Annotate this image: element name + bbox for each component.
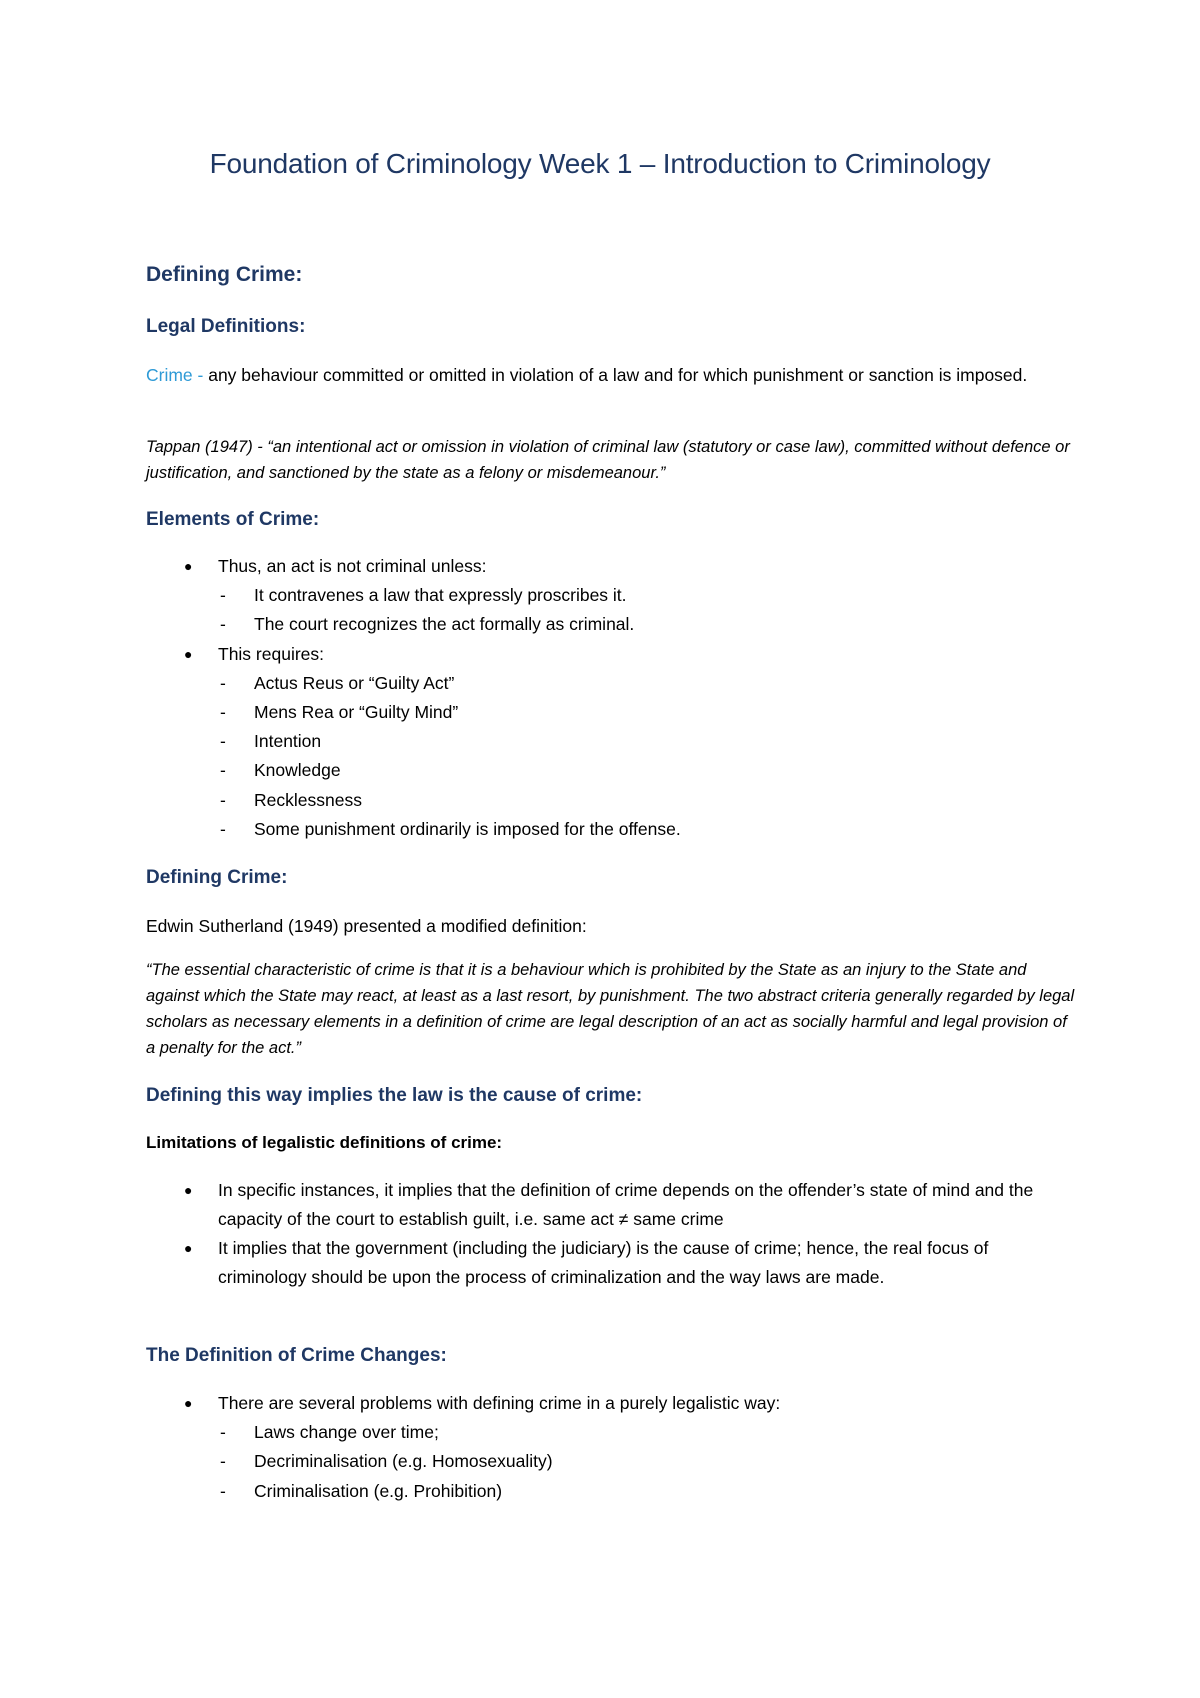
list-item-text: Intention (254, 731, 322, 752)
list-item-text: It contravenes a law that expressly proscribes it. (254, 585, 627, 605)
list-item-text: Some punishment ordinarily is imposed for the offense. (254, 819, 681, 840)
heading-defining-crime: Defining Crime: (146, 263, 303, 286)
list-item-text: Recklessness (254, 789, 362, 810)
dash-icon: - (220, 731, 226, 752)
bullet-icon: ● (184, 558, 193, 574)
changes-list (146, 1389, 1076, 1506)
dash-icon: - (220, 1422, 226, 1442)
list-item (146, 1447, 1076, 1476)
list-item-text: This requires: (218, 643, 325, 664)
list-item (146, 552, 1076, 581)
list-item-text: The court recognizes the act formally as criminal. (254, 614, 635, 635)
list-item (146, 1389, 1076, 1418)
dash-icon: - (220, 1480, 226, 1501)
dash-icon: - (220, 614, 226, 635)
heading-definition-changes: The Definition of Crime Changes: (146, 1345, 447, 1366)
list-item-text: Criminalisation (e.g. Prohibition) (254, 1480, 503, 1501)
list-item-text: Knowledge (254, 760, 341, 781)
bullet-icon: ● (184, 1182, 193, 1198)
list-item (146, 1418, 1076, 1447)
bullet-icon: ● (184, 645, 193, 662)
list-item (146, 640, 1076, 669)
list-item (146, 581, 1076, 610)
list-item (146, 727, 1076, 756)
list-item-text: Thus, an act is not criminal unless: (218, 556, 487, 576)
page-title: Foundation of Criminology Week 1 – Introduction to Criminology (209, 148, 991, 179)
heading-defining-crime-2: Defining Crime: (146, 867, 288, 888)
sutherland-quote: “The essential characteristic of crime is that it is a behaviour which is prohibited by the State as an injury to the State and against which the State may react, at least as a last resort, by punishment. The two abstract criteria generally regarded by legal scholars as necessary elements in a definition of crime are legal description of an act as socially harmful and legal provision of a penalty for the act.” (146, 961, 1075, 1057)
list-item-text: Actus Reus or “Guilty Act” (254, 672, 455, 693)
dash-icon: - (220, 819, 226, 840)
heading-limitations: Limitations of legalistic definitions of crime: (146, 1133, 503, 1152)
list-item-text: Mens Rea or “Guilty Mind” (254, 701, 459, 722)
dash-icon: - (220, 672, 226, 693)
crime-definition-paragraph (146, 360, 1066, 390)
heading-elements-of-crime: Elements of Crime: (146, 509, 320, 530)
crime-term: Crime - (146, 365, 209, 385)
list-item (146, 1176, 1076, 1234)
dash-icon: - (220, 789, 226, 810)
tappan-quote: Tappan (1947) - “an intentional act or omission in violation of criminal law (statutory or case law), committed without defence or justification, and sanctioned by the state as a felony or misdemeanour.” (146, 438, 1070, 482)
heading-legal-definitions: Legal Definitions: (146, 316, 306, 337)
list-item (146, 669, 1076, 698)
list-item (146, 1477, 1076, 1506)
list-item (146, 610, 1076, 639)
list-item-text: It implies that the government (including the judiciary) is the cause of crime; hence, the real focus of criminology should be upon the process of criminalization and the way laws are made. (218, 1238, 989, 1287)
list-item-text: Laws change over time; (254, 1422, 439, 1442)
dash-icon: - (220, 701, 226, 722)
list-item (146, 698, 1076, 727)
list-item (146, 756, 1076, 785)
list-item-text: There are several problems with defining crime in a purely legalistic way: (218, 1393, 781, 1413)
heading-law-cause: Defining this way implies the law is the cause of crime: (146, 1085, 643, 1106)
list-item (146, 1234, 1076, 1292)
dash-icon: - (220, 760, 226, 781)
dash-icon: - (220, 585, 226, 605)
elements-list (146, 552, 1076, 844)
bullet-icon: ● (184, 1395, 193, 1411)
list-item (146, 786, 1076, 815)
list-item-text: Decriminalisation (e.g. Homosexuality) (254, 1451, 553, 1472)
bullet-icon: ● (184, 1240, 193, 1256)
limitations-list (146, 1176, 1076, 1292)
crime-definition-text: any behaviour committed or omitted in violation of a law and for which punishment or sanction is imposed. (208, 365, 1028, 385)
list-item-text: In specific instances, it implies that the definition of crime depends on the offender’s state of mind and the capacity of the court to establish guilt, i.e. same act ≠ same crime (218, 1180, 1034, 1229)
sutherland-intro: Edwin Sutherland (1949) presented a modified definition: (146, 916, 587, 936)
dash-icon: - (220, 1451, 226, 1472)
list-item (146, 815, 1076, 844)
